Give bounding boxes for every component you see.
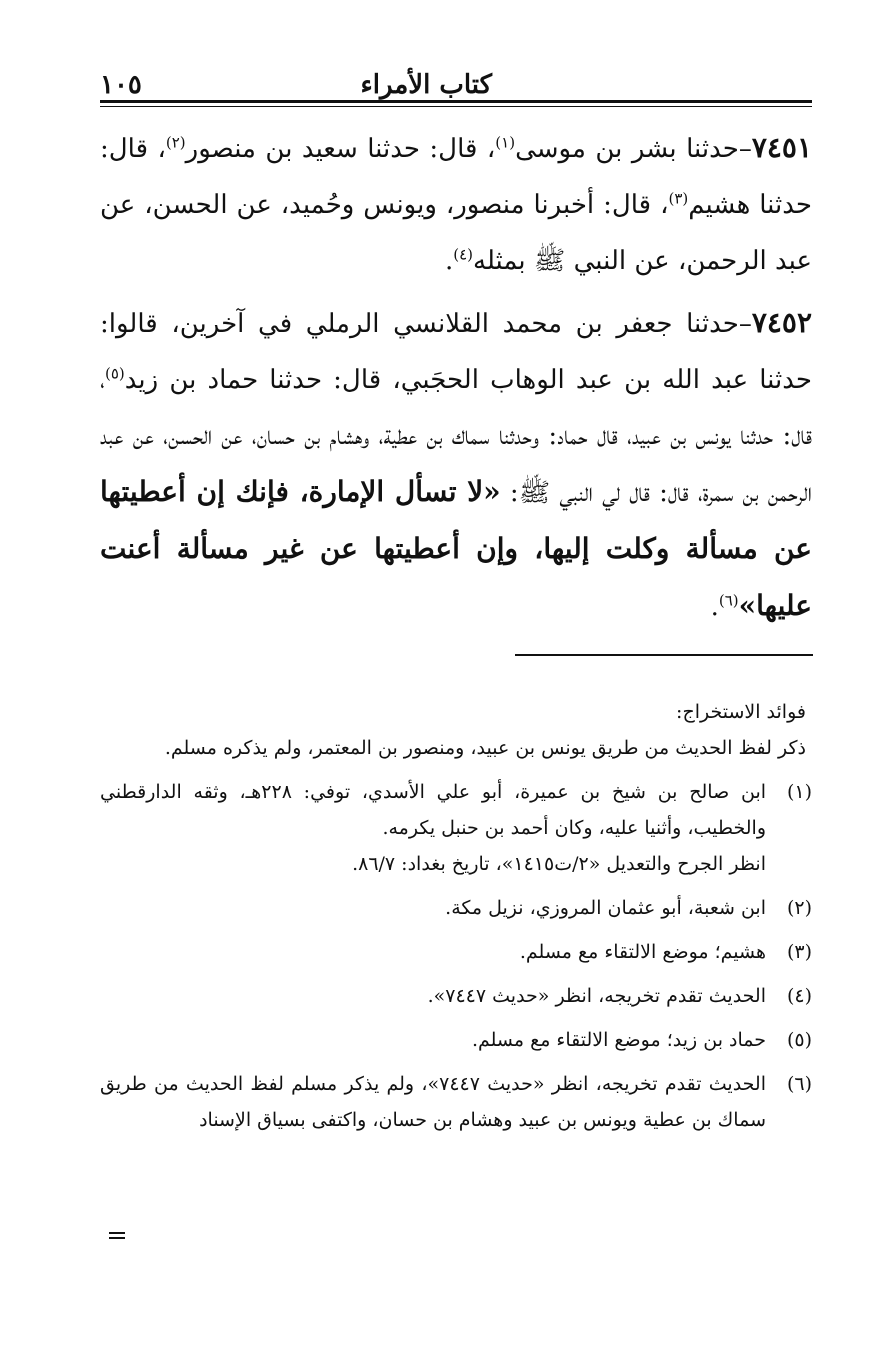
benefits-text: ذكر لفظ الحديث من طريق يونس بن عبيد، ومنصور بن المعتمر، ولم يذكره مسلم.: [164, 737, 806, 759]
text-run: –حدثنا بشر بن موسى: [515, 134, 752, 164]
footnote-ref: (٢): [165, 133, 186, 152]
prophetic-quote: «لا تسأل الإمارة، فإنك إن أعطيتها عن مسألة وكلت إليها، وإن أعطيتها عن غير مسألة أعنت عليها»: [100, 475, 812, 622]
footnote: [100, 934, 812, 970]
hadith-number: ٧٤٥٢: [751, 306, 812, 339]
footnote-number: (٤): [786, 985, 812, 1007]
footnote-separator: [515, 654, 813, 656]
footnote-ref: (٦): [718, 591, 739, 610]
footnote-text: ابن صالح بن شيخ بن عميرة، أبو علي الأسدي، توفي: ٢٢٨هـ، وثقه الدارقطني والخطيب، وأثنيا عليه، وكان أحمد بن حنبل يكرمه.: [100, 781, 767, 839]
text-run: ، قال: أخبرنا منصور، ويونس وحُميد، عن الحسن، عن عبد الرحمن، عن النبي ﷺ بمثله: [100, 190, 812, 276]
text-run: .: [710, 592, 719, 622]
footnotes-section: [100, 694, 812, 1138]
footnote: [100, 774, 812, 846]
footnote-text: الحديث تقدم تخريجه، انظر «حديث ٧٤٤٧»، ولم يذكر مسلم لفظ الحديث من طريق سماك بن عطية ويونس بن عبيد وهشام بن حسان، واكتفى بسياق الإسناد: [100, 1073, 767, 1131]
header-rule-thin: [100, 106, 812, 107]
footnote-ref: (١): [495, 133, 516, 152]
footnote: [100, 978, 812, 1014]
text-run: ، قال: حدثنا هشيم: [100, 134, 812, 220]
footnote-text: ابن شعبة، أبو عثمان المروزي، نزيل مكة.: [445, 897, 766, 919]
footnote-text: حماد بن زيد؛ موضع الالتقاء مع مسلم.: [471, 1029, 766, 1051]
hadith-paragraph: [100, 295, 812, 635]
hadith-paragraph: [100, 120, 812, 289]
text-run: –حدثنا جعفر بن محمد القلانسي الرملي في آخرين، قالوا: حدثنا عبد الله بن عبد الوهاب الحجَبي، قال: حدثنا حماد بن زيد: [100, 309, 812, 395]
benefits-heading: فوائد الاستخراج:: [676, 701, 806, 723]
footnote-number: (٣): [786, 941, 812, 963]
footnote: [100, 1022, 812, 1058]
footnote: [100, 1066, 812, 1138]
text-run: ، قال: حدثنا سعيد بن منصور: [185, 134, 496, 164]
footnote-number: (١): [786, 781, 812, 803]
main-text: [100, 120, 812, 641]
page-number: ١٠٥: [100, 70, 142, 100]
continuation-mark: [109, 1232, 125, 1242]
text-run: ، قال: حدثنا يونس بن عبيد، قال حماد: وحدثنا سماك بن عطية، وهشام بن حسان، عن الحسن، عن عبد الرحمن بن سمرة، قال: قال لي النبي ﷺ:: [100, 365, 812, 508]
footnote-number: (٥): [786, 1029, 812, 1051]
footnote-text: هشيم؛ موضع الالتقاء مع مسلم.: [519, 941, 766, 963]
header-rule-thick: [100, 100, 812, 103]
text-run: .: [444, 246, 454, 276]
footnote-number: (٢): [786, 897, 812, 919]
footnote-reference: انظر الجرح والتعديل «٢/ت١٤١٥»، تاريخ بغداد: ٨٦/٧.: [352, 853, 766, 875]
footnote-text: الحديث تقدم تخريجه، انظر «حديث ٧٤٤٧».: [427, 985, 766, 1007]
hadith-number: ٧٤٥١: [751, 131, 812, 164]
footnote-number: (٦): [786, 1073, 812, 1095]
footnote-ref: (٥): [104, 364, 125, 383]
footnote: [100, 890, 812, 926]
footnote-ref: (٤): [453, 245, 473, 264]
footnote-ref: (٣): [668, 189, 689, 208]
running-title: كتاب الأمراء: [360, 70, 492, 100]
